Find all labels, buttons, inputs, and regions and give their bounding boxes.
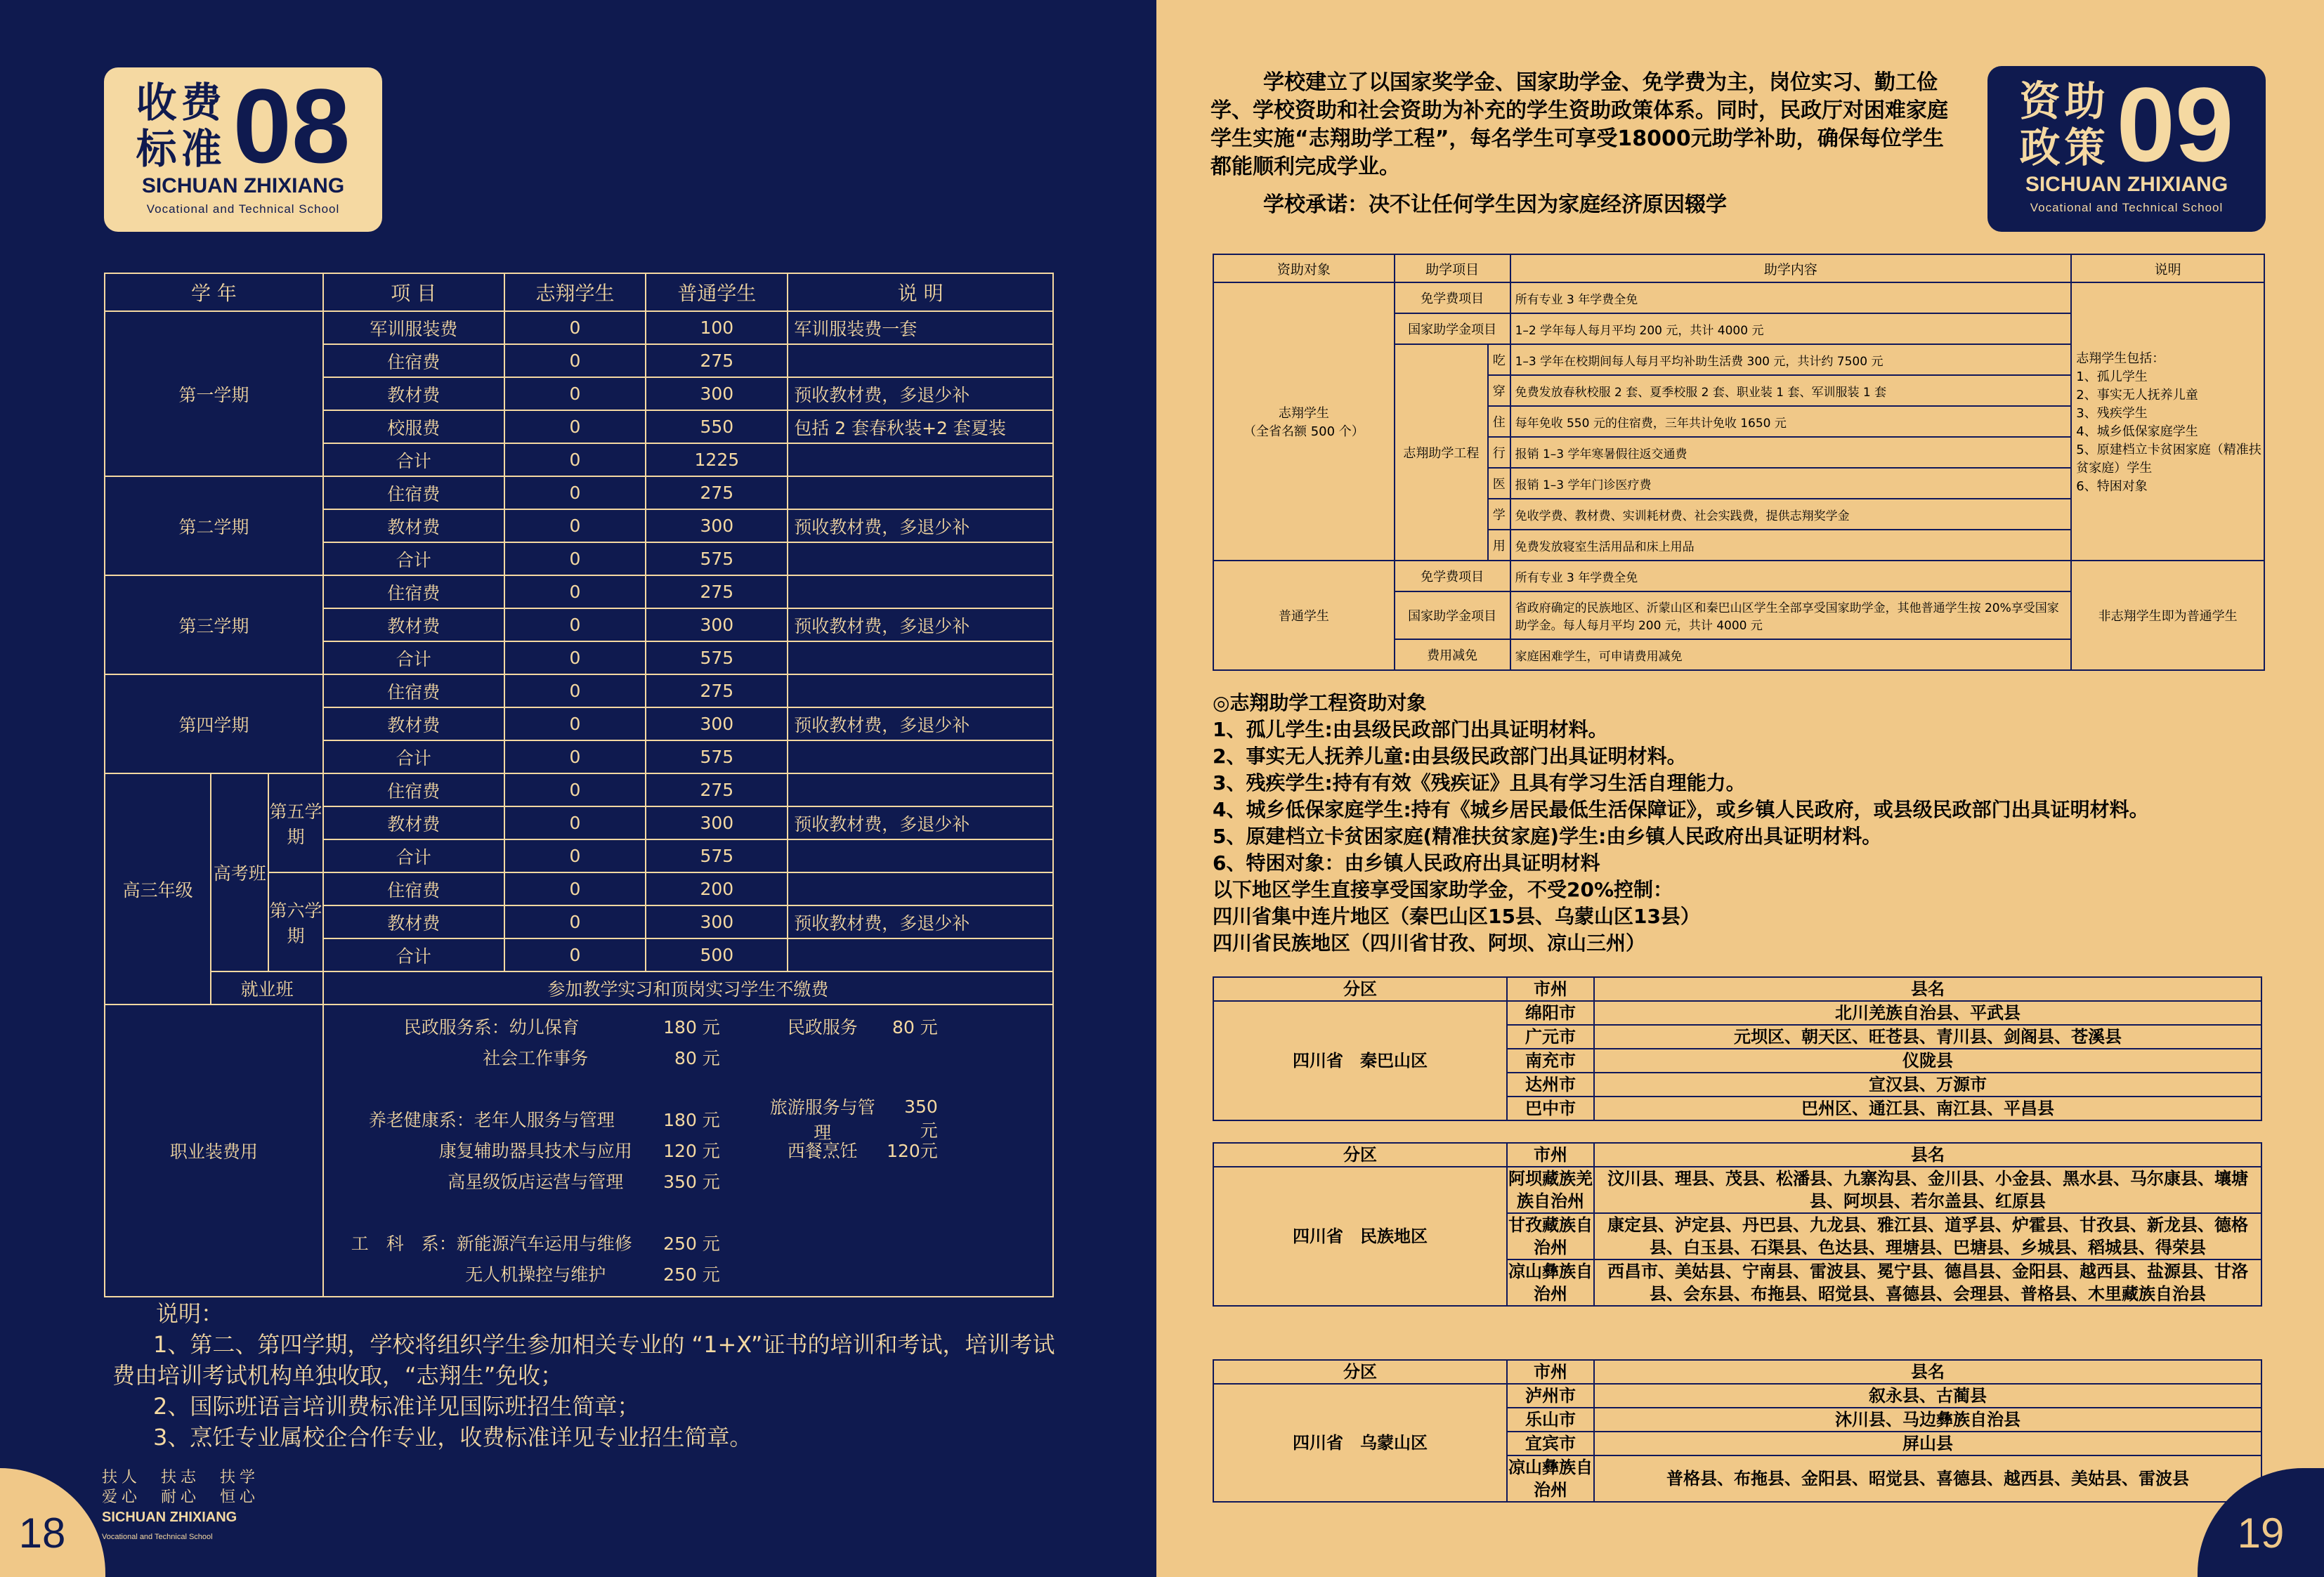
table-row <box>1213 254 2264 282</box>
fee-zx: 0 <box>504 872 646 905</box>
aid-content: 所有专业 3 年学费全免 <box>1510 561 2072 591</box>
list-item: 4、城乡低保家庭学生:持有《城乡居民最低生活保障证》，或乡镇人民政府，或县级民政部门出具证明材料。 <box>1213 798 2149 821</box>
badge-cn-1: 收费 <box>136 79 226 126</box>
aid-project: 国家助学金项目 <box>1395 313 1510 344</box>
fee-pt: 200 <box>646 872 788 905</box>
fee-pt: 575 <box>646 839 788 872</box>
voc-text: 高星级饭店运营与管理 <box>360 1172 624 1192</box>
motto-line-2: 爱心 耐心 恒心 <box>102 1488 260 1506</box>
fee-note <box>788 542 1053 575</box>
fee-pt: 275 <box>646 476 788 509</box>
table-row <box>1213 1167 2261 1213</box>
fee-zx: 0 <box>504 773 646 806</box>
fee-zx: 0 <box>504 839 646 872</box>
semester6-label: 第六学期 <box>268 872 323 971</box>
region-note-2: 四川省集中连片地区（秦巴山区15县、乌蒙山区13县） <box>1213 905 1700 928</box>
table-row <box>1213 561 2264 591</box>
table-row <box>105 674 1053 707</box>
fee-item: 合计 <box>323 443 504 476</box>
region-th: 市州 <box>1507 977 1594 1001</box>
fee-note: 预收教材费，多退少补 <box>788 377 1053 410</box>
semester5-label: 第五学期 <box>268 773 323 872</box>
region-counties: 康定县、泸定县、丹巴县、九龙县、雅江县、道孚县、炉霍县、甘孜县、新龙县、德格县、白玉县、石渠县、色达县、理塘县、巴塘县、乡城县、稻城县、得荣县 <box>1594 1213 2261 1259</box>
school-promise: 学校承诺：决不让任何学生因为家庭经济原因辍学 <box>1263 192 1727 217</box>
table-row <box>1213 977 2261 1001</box>
fee-item: 住宿费 <box>323 773 504 806</box>
intro-text: 学校建立了以国家奖学金、国家助学金、免学费为主，岗位实习、勤工俭学、学校资助和社会资助为补充的学生资助政策体系。同时，民政厅对困难家庭学生实施“志翔助学工程”，每名学生可享受18000元助学补助，确保每位学生都能顺利完成学业。 <box>1210 70 1948 179</box>
th-note: 说 明 <box>788 273 1053 311</box>
region-note-3: 四川省民族地区（四川省甘孜、阿坝、凉山三州） <box>1213 931 1646 955</box>
fee-note <box>788 476 1053 509</box>
aid-content: 报销 1–3 学年门诊医疗费 <box>1510 468 2072 499</box>
fee-zx: 0 <box>504 509 646 542</box>
badge-cn-2: 政策 <box>2019 124 2110 171</box>
table-row <box>1213 282 2264 313</box>
badge-number: 09 <box>2116 65 2234 183</box>
voc-line <box>327 1196 1052 1227</box>
region-table-minzu <box>1213 1142 2262 1307</box>
school-motto <box>102 1468 259 1547</box>
fee-pt: 575 <box>646 740 788 773</box>
region-city: 凉山彝族自治州 <box>1507 1259 1594 1306</box>
voc-line <box>327 1227 1052 1258</box>
voc-fees <box>323 1005 1053 1297</box>
fee-item: 教材费 <box>323 377 504 410</box>
aid-key: 穿 <box>1488 375 1510 406</box>
table-row <box>105 476 1053 509</box>
region-th: 分区 <box>1213 1143 1507 1167</box>
fee-item: 教材费 <box>323 806 504 839</box>
aid-content: 所有专业 3 年学费全免 <box>1510 282 2072 313</box>
fee-item: 合计 <box>323 641 504 674</box>
voc-label: 职业装费用 <box>105 1005 323 1297</box>
table-row <box>105 575 1053 608</box>
region-city: 绵阳市 <box>1507 1001 1594 1025</box>
fee-zx: 0 <box>504 344 646 377</box>
region-counties: 宣汉县、万源市 <box>1594 1073 2261 1097</box>
list-item: 6、特困对象：由乡镇人民政府出具证明材料 <box>1213 851 1600 875</box>
fee-note: 军训服装费一套 <box>788 311 1053 344</box>
semester-label: 第三学期 <box>105 575 323 674</box>
aid-body <box>1213 254 2264 670</box>
table-row <box>1213 1001 2261 1025</box>
fee-note <box>788 839 1053 872</box>
pt-label: 普通学生 <box>1213 561 1395 670</box>
fee-pt: 275 <box>646 773 788 806</box>
fee-notes <box>112 1298 1061 1453</box>
aid-th: 助学项目 <box>1395 254 1510 282</box>
fee-item: 住宿费 <box>323 674 504 707</box>
voc-text: 无人机操控与维护 <box>377 1264 606 1285</box>
fee-zx: 0 <box>504 740 646 773</box>
fee-item: 合计 <box>323 839 504 872</box>
fee-pt: 300 <box>646 707 788 740</box>
aid-project: 费用减免 <box>1395 639 1510 670</box>
fee-zx: 0 <box>504 377 646 410</box>
fee-note <box>788 674 1053 707</box>
list-item: 1、孤儿学生:由县级民政部门出具证明材料。 <box>1213 718 1608 741</box>
list-item: 5、原建档立卡贫困家庭(精准扶贫家庭)学生:由乡镇人民政府出具证明材料。 <box>1213 825 1882 848</box>
motto-line-1: 扶人 扶志 扶学 <box>102 1469 260 1486</box>
pt-note: 非志翔学生即为普通学生 <box>2071 561 2264 670</box>
fee-zx: 0 <box>504 641 646 674</box>
fee-pt: 275 <box>646 674 788 707</box>
region-counties: 叙永县、古蔺县 <box>1594 1384 2261 1408</box>
fee-item: 合计 <box>323 740 504 773</box>
aid-project: 免学费项目 <box>1395 561 1510 591</box>
aid-th: 说明 <box>2071 254 2264 282</box>
voc-line <box>327 1096 1052 1143</box>
badge-school-name: SICHUAN ZHIXIANG <box>2025 173 2228 196</box>
fee-item: 住宿费 <box>323 476 504 509</box>
fee-pt: 575 <box>646 641 788 674</box>
table-row <box>105 773 1053 806</box>
semester-label: 第二学期 <box>105 476 323 575</box>
region-counties: 仪陇县 <box>1594 1049 2261 1073</box>
region-city: 广元市 <box>1507 1025 1594 1049</box>
aid-project: 国家助学金项目 <box>1395 591 1510 639</box>
fee-note <box>788 641 1053 674</box>
aid-content: 1–2 学年每人每月平均 200 元，共计 4000 元 <box>1510 313 2072 344</box>
note-2: 2、国际班语言培训费标准详见国际班招生简章； <box>153 1393 640 1420</box>
fee-zx: 0 <box>504 806 646 839</box>
semester-label: 第四学期 <box>105 674 323 773</box>
region-city: 凉山彝族自治州 <box>1507 1455 1594 1502</box>
table-row <box>1213 1143 2261 1167</box>
fee-note <box>788 443 1053 476</box>
page-number-left: 18 <box>0 1468 105 1577</box>
fee-item: 教材费 <box>323 608 504 641</box>
region-counties: 汶川县、理县、茂县、松潘县、九寨沟县、金川县、小金县、黑水县、马尔康县、壤塘县、阿坝县、若尔盖县、红原县 <box>1594 1167 2261 1213</box>
section-badge-aid <box>1987 66 2266 232</box>
region-th: 县名 <box>1594 1143 2261 1167</box>
voc-line <box>327 1011 1052 1042</box>
zx-project: 志翔助学工程 <box>1395 344 1488 561</box>
fee-zx: 0 <box>504 575 646 608</box>
fee-pt: 300 <box>646 905 788 938</box>
aid-content: 报销 1–3 学年寒暑假往返交通费 <box>1510 437 2072 468</box>
voc-text: 250 元 <box>663 1234 720 1254</box>
aid-th: 资助对象 <box>1213 254 1395 282</box>
aid-content: 免收学费、教材费、实训耗材费、社会实践费，提供志翔奖学金 <box>1510 499 2072 530</box>
region-city: 巴中市 <box>1507 1097 1594 1120</box>
voc-text: 旅游服务与管理 <box>769 1097 875 1143</box>
voc-line <box>327 1042 1052 1073</box>
aid-content: 免费发放寝室生活用品和床上用品 <box>1510 530 2072 561</box>
semester-label: 第一学期 <box>105 311 323 476</box>
region-th: 县名 <box>1594 1360 2261 1384</box>
region-city: 阿坝藏族羌族自治州 <box>1507 1167 1594 1213</box>
voc-text: 80 元 <box>674 1048 720 1068</box>
fee-pt: 300 <box>646 608 788 641</box>
fee-item: 合计 <box>323 938 504 971</box>
fee-zx: 0 <box>504 608 646 641</box>
voc-line <box>327 1258 1052 1289</box>
fee-note: 预收教材费，多退少补 <box>788 608 1053 641</box>
aid-th: 助学内容 <box>1510 254 2072 282</box>
list-item: 3、残疾学生:持有有效《残疾证》且具有学习生活自理能力。 <box>1213 771 1746 794</box>
voc-line <box>327 1165 1052 1196</box>
voc-text: 120元 <box>887 1141 938 1161</box>
fee-pt: 275 <box>646 575 788 608</box>
fee-pt: 1225 <box>646 443 788 476</box>
fee-zx: 0 <box>504 311 646 344</box>
voc-text: 120 元 <box>663 1141 720 1161</box>
fee-note: 预收教材费，多退少补 <box>788 509 1053 542</box>
fee-item: 校服费 <box>323 410 504 443</box>
region-counties: 沐川县、马边彝族自治县 <box>1594 1408 2261 1432</box>
region-counties: 普格县、布拖县、金阳县、昭觉县、喜德县、越西县、美姑县、雷波县 <box>1594 1455 2261 1502</box>
region-table-qinba <box>1213 976 2262 1121</box>
fee-pt: 100 <box>646 311 788 344</box>
zx-label: 志翔学生 （全省名额 500 个） <box>1213 282 1395 561</box>
fee-note <box>788 773 1053 806</box>
fee-item: 住宿费 <box>323 344 504 377</box>
fee-item: 住宿费 <box>323 872 504 905</box>
aid-table <box>1213 254 2265 671</box>
aid-target-list <box>1213 690 2266 957</box>
region-th: 市州 <box>1507 1360 1594 1384</box>
th-zx: 志翔学生 <box>504 273 646 311</box>
badge-school-sub: Vocational and Technical School <box>146 202 340 216</box>
zx-note: 志翔学生包括： 1、孤儿学生 2、事实无人抚养儿童 3、残疾学生 4、城乡低保家庭学生 5、原建档立卡贫困家庭（精准扶贫家庭）学生 6、特困对象 <box>2071 282 2264 561</box>
region-city: 泸州市 <box>1507 1384 1594 1408</box>
fee-item: 教材费 <box>323 905 504 938</box>
voc-text: 250 元 <box>663 1264 720 1285</box>
voc-line <box>327 1134 1052 1165</box>
left-page <box>0 0 1156 1577</box>
fee-note: 预收教材费，多退少补 <box>788 905 1053 938</box>
fee-table <box>104 273 1054 1297</box>
list-item: 2、事实无人抚养儿童:由县级民政部门出具证明材料。 <box>1213 745 1687 768</box>
table-row <box>1213 1384 2261 1408</box>
section-badge-fees <box>104 67 382 232</box>
table-row <box>1213 1360 2261 1384</box>
region-th: 县名 <box>1594 977 2261 1001</box>
aid-content: 1–3 学年在校期间每人每月平均补助生活费 300 元，共计约 7500 元 <box>1510 344 2072 375</box>
table-row <box>105 971 1053 1005</box>
aid-content: 免费发放春秋校服 2 套、夏季校服 2 套、职业装 1 套、军训服装 1 套 <box>1510 375 2072 406</box>
fee-item: 教材费 <box>323 509 504 542</box>
aid-key: 用 <box>1488 530 1510 561</box>
fee-pt: 500 <box>646 938 788 971</box>
aid-project: 免学费项目 <box>1395 282 1510 313</box>
voc-text: 180 元 <box>663 1017 720 1038</box>
fee-note: 预收教材费，多退少补 <box>788 707 1053 740</box>
fee-zx: 0 <box>504 410 646 443</box>
aid-key: 行 <box>1488 437 1510 468</box>
fee-zx: 0 <box>504 443 646 476</box>
fee-pt: 300 <box>646 806 788 839</box>
table-row <box>105 1005 1053 1297</box>
fee-item: 教材费 <box>323 707 504 740</box>
voc-text: 民政服务系：幼儿保育 <box>403 1017 580 1038</box>
aid-key: 吃 <box>1488 344 1510 375</box>
note-3: 3、烹饪专业属校企合作专业，收费标准详见专业招生简章。 <box>153 1424 752 1451</box>
badge-cn-2: 标准 <box>136 125 226 173</box>
fee-body <box>105 311 1053 1297</box>
voc-text: 350 元 <box>904 1096 938 1141</box>
region-city: 达州市 <box>1507 1073 1594 1097</box>
voc-text: 康复辅助器具技术与应用 <box>351 1141 632 1161</box>
fee-zx: 0 <box>504 938 646 971</box>
region-city: 宜宾市 <box>1507 1432 1594 1455</box>
voc-line <box>327 1073 1052 1104</box>
fee-note <box>788 872 1053 905</box>
fee-zx: 0 <box>504 674 646 707</box>
fee-note: 包括 2 套春秋装+2 套夏装 <box>788 410 1053 443</box>
notes-title: 说明： <box>156 1300 224 1327</box>
fee-note: 预收教材费，多退少补 <box>788 806 1053 839</box>
aid-key: 住 <box>1488 406 1510 437</box>
fee-zx: 0 <box>504 542 646 575</box>
voc-text: 350 元 <box>663 1172 720 1192</box>
voc-text: 80 元 <box>892 1017 938 1038</box>
region-city: 甘孜藏族自治州 <box>1507 1213 1594 1259</box>
page-number-right: 19 <box>2198 1468 2324 1577</box>
voc-text: 180 元 <box>663 1110 720 1130</box>
fee-pt: 275 <box>646 344 788 377</box>
aid-key: 学 <box>1488 499 1510 530</box>
senior-label: 高三年级 <box>105 773 211 1005</box>
region-th: 市州 <box>1507 1143 1594 1167</box>
fee-pt: 575 <box>646 542 788 575</box>
th-item: 项 目 <box>323 273 504 311</box>
badge-number: 08 <box>233 67 351 185</box>
fee-item: 合计 <box>323 542 504 575</box>
fee-zx: 0 <box>504 905 646 938</box>
gaokao-label: 高考班 <box>211 773 268 971</box>
region-city: 南充市 <box>1507 1049 1594 1073</box>
fee-note <box>788 575 1053 608</box>
th-year: 学 年 <box>105 273 323 311</box>
region-counties: 元坝区、朝天区、旺苍县、青川县、剑阁县、苍溪县 <box>1594 1025 2261 1049</box>
fee-item: 军训服装费 <box>323 311 504 344</box>
fee-zx: 0 <box>504 707 646 740</box>
voc-text: 民政服务 <box>787 1017 858 1038</box>
fee-pt: 300 <box>646 377 788 410</box>
region-label: 四川省 民族地区 <box>1213 1167 1507 1306</box>
region-label: 四川省 乌蒙山区 <box>1213 1384 1507 1502</box>
region-table-wumeng <box>1213 1359 2262 1503</box>
region-label: 四川省 秦巴山区 <box>1213 1001 1507 1120</box>
motto-school-sub: Vocational and Technical School <box>102 1533 213 1541</box>
fee-pt: 550 <box>646 410 788 443</box>
employment-label: 就业班 <box>211 971 322 1005</box>
th-pt: 普通学生 <box>646 273 788 311</box>
fee-pt: 300 <box>646 509 788 542</box>
aid-content: 家庭困难学生，可申请费用减免 <box>1510 639 2072 670</box>
region-counties: 西昌市、美姑县、宁南县、雷波县、冕宁县、德昌县、金阳县、越西县、盐源县、甘洛县、会东县、布拖县、昭觉县、喜德县、会理县、普格县、木里藏族自治县 <box>1594 1259 2261 1306</box>
note-1: 1、第二、第四学期，学校将组织学生参加相关专业的 “1+X”证书的培训和考试，培训考试费由培训考试机构单独收取，“志翔生”免收； <box>112 1331 1055 1389</box>
badge-cn-1: 资助 <box>2019 77 2110 125</box>
region-city: 乐山市 <box>1507 1408 1594 1432</box>
aid-key: 医 <box>1488 468 1510 499</box>
list-title: ◎志翔助学工程资助对象 <box>1213 691 1427 714</box>
region-counties: 巴州区、通江县、南江县、平昌县 <box>1594 1097 2261 1120</box>
fee-item: 住宿费 <box>323 575 504 608</box>
region-note-1: 以下地区学生直接享受国家助学金，不受20%控制： <box>1213 878 1673 901</box>
fee-note <box>788 344 1053 377</box>
voc-text: 工 科 系：新能源汽车运用与维修 <box>351 1234 632 1254</box>
table-row <box>105 311 1053 344</box>
voc-text: 养老健康系：老年人服务与管理 <box>368 1110 615 1130</box>
region-th: 分区 <box>1213 1360 1507 1384</box>
motto-school-name: SICHUAN ZHIXIANG <box>102 1510 237 1525</box>
voc-text: 社会工作事务 <box>395 1048 589 1068</box>
region-counties: 北川羌族自治县、平武县 <box>1594 1001 2261 1025</box>
fee-zx: 0 <box>504 476 646 509</box>
badge-school-sub: Vocational and Technical School <box>2030 201 2224 214</box>
employment-note: 参加教学实习和顶岗实习学生不缴费 <box>323 971 1053 1005</box>
fee-note <box>788 740 1053 773</box>
fee-note <box>788 938 1053 971</box>
badge-school-name: SICHUAN ZHIXIANG <box>141 174 345 197</box>
voc-text: 西餐烹饪 <box>787 1141 858 1161</box>
region-counties: 屏山县 <box>1594 1432 2261 1455</box>
aid-intro <box>1210 69 1962 219</box>
region-th: 分区 <box>1213 977 1507 1001</box>
aid-content: 每年免收 550 元的住宿费，三年共计免收 1650 元 <box>1510 406 2072 437</box>
aid-content: 省政府确定的民族地区、沂蒙山区和秦巴山区学生全部享受国家助学金，其他普通学生按 20%享受国家助学金。每人每月平均 200 元，共计 4000 元 <box>1510 591 2072 639</box>
